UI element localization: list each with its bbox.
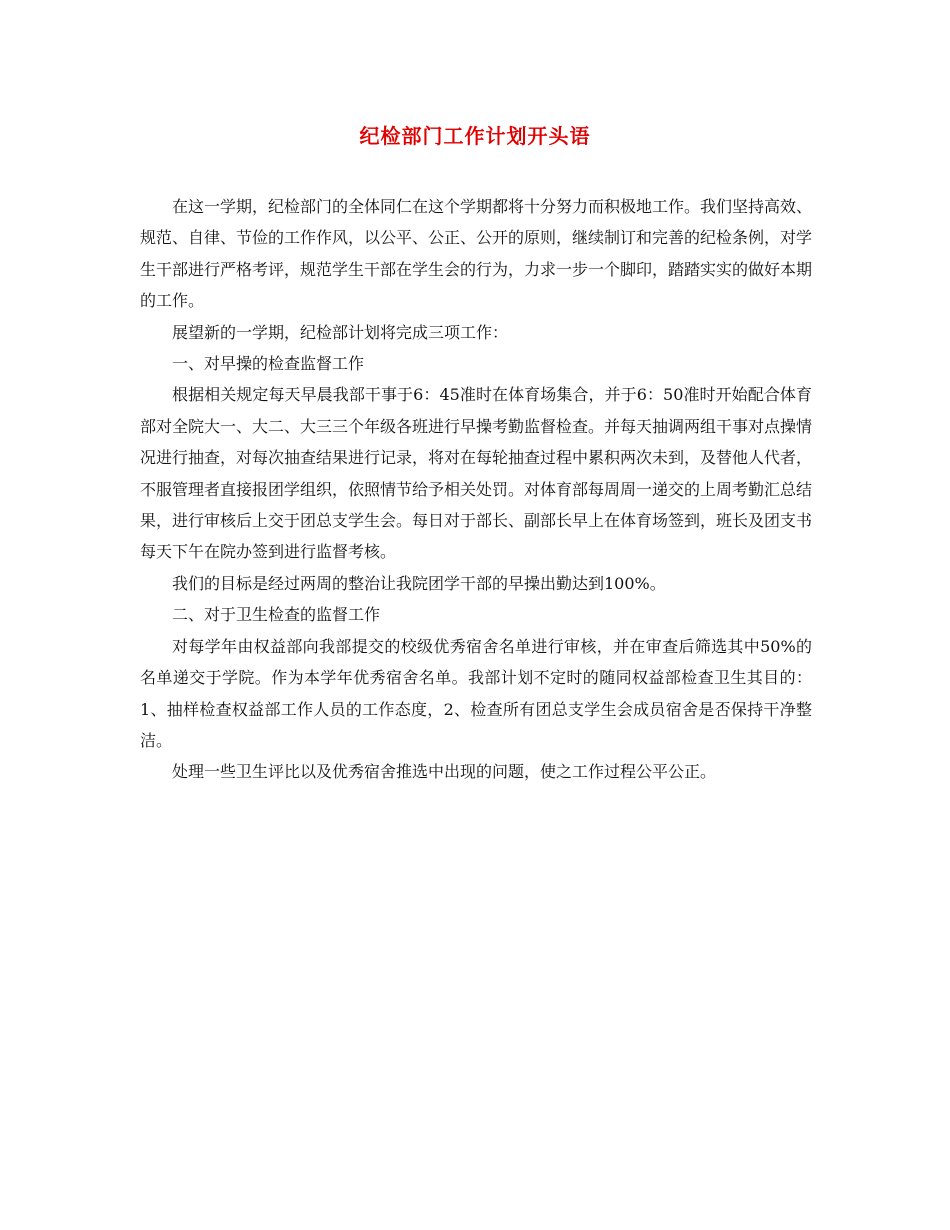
- paragraph: 处理一些卫生评比以及优秀宿舍推选中出现的问题，使之工作过程公平公正。: [172, 762, 717, 782]
- paragraph: 在这一学期，纪检部门的全体同仁在这个学期都将十分努力而积极地工作。我们坚持高效、规范、自律、节俭的工作作风，以公平、公正、公开的原则，继续制订和完善的纪检条例，对学生干部进行严格考评，规范学生干部在学生会的行为，力求一步一个脚印，踏踏实实的做好本期的工作。: [140, 197, 813, 311]
- document-title: 纪检部门工作计划开头语: [359, 124, 591, 148]
- document-body: [140, 191, 812, 788]
- section-heading: 二、对于卫生检查的监督工作: [172, 605, 381, 625]
- paragraph: 展望新的一学期，纪检部计划将完成三项工作：: [172, 322, 509, 342]
- paragraph: 根据相关规定每天早晨我部干事于6：45准时在体育场集合，并于6：50准时开始配合体育部对全院大一、大二、大三三个年级各班进行早操考勤监督检查。并每天抽调两组干事对点操情况进行抽查，对每次抽查结果进行记录，将对在每轮抽查过程中累积两次未到，及替他人代者，不服管理者直接报团学组织，依照情节给予相关处罚。对体育部每周周一递交的上周考勤汇总结果，进行审核后上交于团总支学生会。每日对于部长、副部长早上在体育场签到，班长及团支书每天下午在院办签到进行监督考核。: [140, 385, 813, 562]
- paragraph: 我们的目标是经过两周的整治让我院团学干部的早操出勤达到100%。: [172, 573, 666, 593]
- paragraph: 对每学年由权益部向我部提交的校级优秀宿舍名单进行审核，并在审查后筛选其中50%的名单递交于学院。作为本学年优秀宿舍名单。我部计划不定时的随同权益部检查卫生其目的：1、抽样检查权益部工作人员的工作态度，2、检查所有团总支学生会成员宿舍是否保持干净整洁。: [140, 636, 812, 750]
- section-heading: 一、对早操的检查监督工作: [172, 354, 365, 374]
